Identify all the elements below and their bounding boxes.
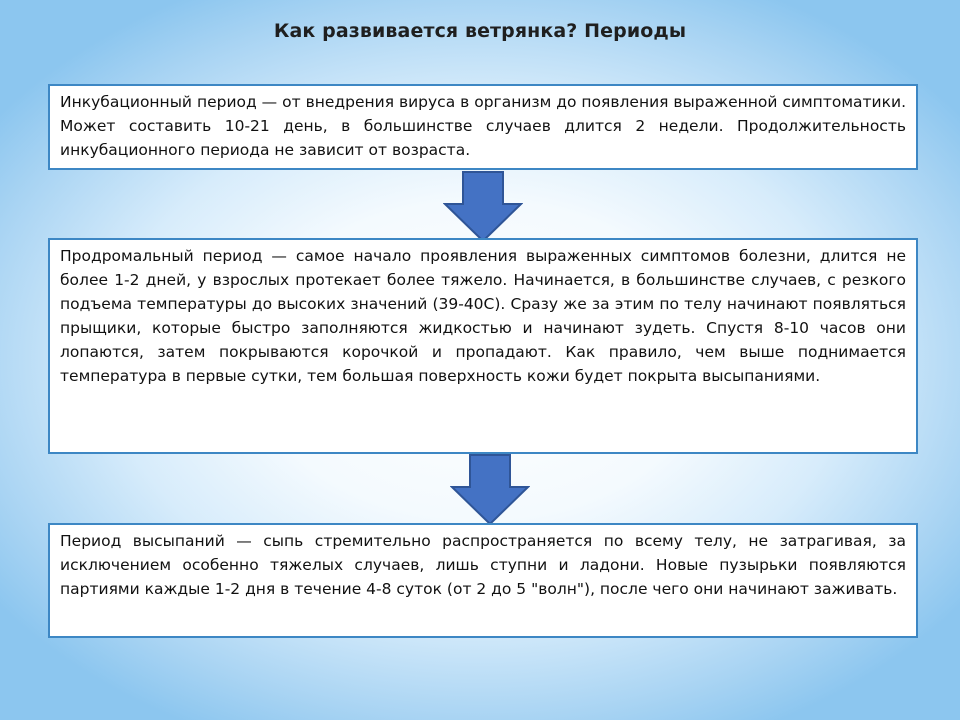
down-arrow-icon <box>443 171 523 243</box>
rash-period-text: Период высыпаний — сыпь стремительно распространяется по всему телу, не затрагивая, за исключением особенно тяжелых случаев, лишь ступни и ладони. Новые пузырьки появляются партиями каждые 1-2 дня в течение 4-8 суток (от 2 до 5 "волн"), после чего они начинают заживать. <box>60 532 906 598</box>
down-arrow-icon <box>450 454 530 526</box>
page-title: Как развивается ветрянка? Периоды <box>273 20 687 42</box>
incubation-period-box <box>48 84 918 170</box>
incubation-period-text: Инкубационный период — от внедрения вируса в организм до появления выраженной симптоматики. Может составить 10-21 день, в большинстве случаев длится 2 недели. Продолжительность инкубационного периода не зависит от возраста. <box>60 93 906 159</box>
rash-period-box <box>48 523 918 638</box>
prodromal-period-text: Продромальный период — самое начало проявления выраженных симптомов болезни, длится не более 1-2 дней, у взрослых протекает более тяжело. Начинается, в большинстве случаев, с резкого подъема температуры до высоких значений (39-40С). Сразу же за этим по телу начинают появляться прыщики, которые быстро заполняются жидкостью и начинают зудеть. Спустя 8-10 часов они лопаются, затем покрываются корочкой и пропадают. Как правило, чем выше поднимается температура в первые сутки, тем большая поверхность кожи будет покрыта высыпаниями. <box>60 247 906 385</box>
prodromal-period-box <box>48 238 918 454</box>
